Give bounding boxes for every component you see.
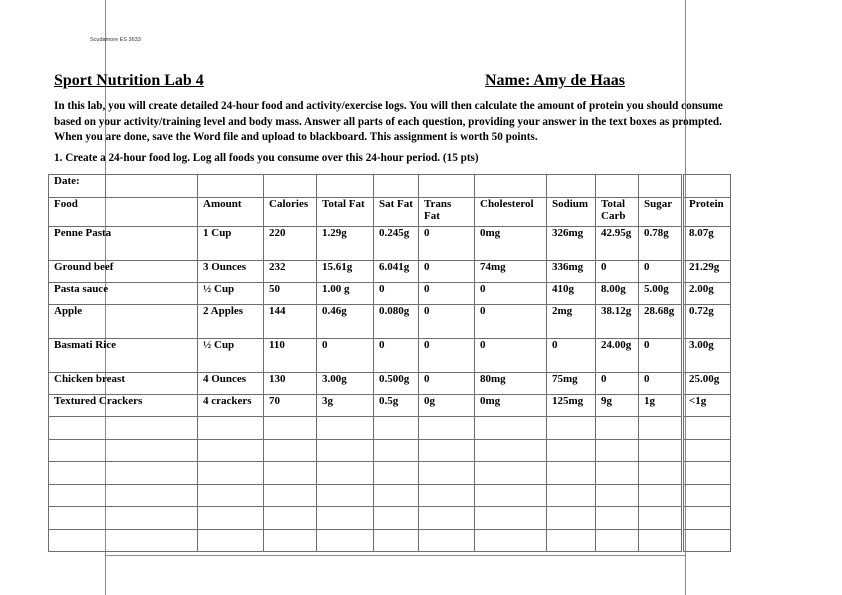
empty-cell-food[interactable]	[49, 462, 198, 485]
cell-amount: ½ Cup	[198, 283, 264, 305]
empty-cell-amount[interactable]	[198, 417, 264, 440]
date-label: Date:	[49, 175, 106, 198]
cell-sugar: 1g	[639, 395, 683, 417]
cell-amount: 1 Cup	[198, 227, 264, 261]
cell-sodium: 125mg	[547, 395, 596, 417]
header-cholesterol: Cholesterol	[475, 198, 547, 227]
empty-cell-total-carb[interactable]	[596, 439, 639, 462]
cell-sugar: 0	[639, 339, 683, 373]
cell-total-carb: 9g	[596, 395, 639, 417]
table-row	[49, 261, 731, 283]
cell-sat-fat: 6.041g	[374, 261, 419, 283]
cell-sugar: 0	[639, 261, 683, 283]
cell-cholesterol: 0	[475, 339, 547, 373]
empty-cell-food[interactable]	[49, 507, 198, 530]
cell-total-fat: 15.61g	[317, 261, 374, 283]
empty-cell-cholesterol[interactable]	[475, 529, 547, 552]
cell-total-carb: 0	[596, 373, 639, 395]
empty-cell-sodium[interactable]	[547, 439, 596, 462]
empty-cell-total-fat[interactable]	[317, 529, 374, 552]
empty-cell-sat-fat[interactable]	[374, 417, 419, 440]
empty-cell-total-fat[interactable]	[317, 484, 374, 507]
cell-sodium: 2mg	[547, 305, 596, 339]
date-cell[interactable]	[475, 175, 547, 198]
empty-cell-amount[interactable]	[198, 507, 264, 530]
cell-amount: 2 Apples	[198, 305, 264, 339]
cell-sat-fat: 0	[374, 339, 419, 373]
header-calories: Calories	[264, 198, 317, 227]
empty-cell-total-fat[interactable]	[317, 507, 374, 530]
empty-cell-protein[interactable]	[683, 529, 731, 552]
empty-cell-food[interactable]	[49, 484, 198, 507]
cell-sodium: 336mg	[547, 261, 596, 283]
empty-cell-total-fat[interactable]	[317, 462, 374, 485]
empty-cell-cholesterol[interactable]	[475, 417, 547, 440]
cell-trans-fat: 0g	[419, 395, 475, 417]
intro-paragraph: In this lab, you will create detailed 24-hour food and activity/exercise logs. You will then calculate the amount of protein you should consume based on your activity/training level and body mass. Answer all parts of each question, providing your answer in the text boxes as prompted. When you are done, save the Word file and upload to blackboard. This assignment is worth 50 points.	[54, 100, 723, 143]
cell-cholesterol: 80mg	[475, 373, 547, 395]
date-cell[interactable]	[198, 175, 264, 198]
cell-total-fat: 1.00 g	[317, 283, 374, 305]
empty-cell-protein[interactable]	[683, 462, 731, 485]
page-title: Sport Nutrition Lab 4	[54, 72, 204, 89]
table-row	[49, 227, 731, 261]
cell-cholesterol: 0	[475, 283, 547, 305]
empty-row	[49, 529, 731, 552]
empty-cell-sugar[interactable]	[639, 484, 683, 507]
cell-food: Apple	[49, 305, 198, 339]
cell-trans-fat: 0	[419, 283, 475, 305]
cell-food: Pasta sauce	[49, 283, 198, 305]
empty-cell-sodium[interactable]	[547, 484, 596, 507]
cell-food: Ground beef	[49, 261, 198, 283]
date-cell[interactable]	[547, 175, 596, 198]
cell-amount: 4 Ounces	[198, 373, 264, 395]
empty-cell-protein[interactable]	[683, 484, 731, 507]
header-row	[49, 198, 731, 227]
table-row	[49, 283, 731, 305]
cell-sodium: 75mg	[547, 373, 596, 395]
cell-sat-fat: 0	[374, 283, 419, 305]
cell-calories: 130	[264, 373, 317, 395]
header-protein: Protein	[683, 198, 731, 227]
cell-total-carb: 24.00g	[596, 339, 639, 373]
empty-cell-amount[interactable]	[198, 529, 264, 552]
header-total-fat: Total Fat	[317, 198, 374, 227]
empty-cell-amount[interactable]	[198, 439, 264, 462]
empty-cell-trans-fat[interactable]	[419, 439, 475, 462]
empty-cell-calories[interactable]	[264, 417, 317, 440]
header-trans-fat: Trans Fat	[419, 198, 475, 227]
date-cell[interactable]	[683, 175, 731, 198]
cell-calories: 50	[264, 283, 317, 305]
cell-trans-fat: 0	[419, 261, 475, 283]
empty-cell-total-carb[interactable]	[596, 529, 639, 552]
empty-row	[49, 417, 731, 440]
cell-sat-fat: 0.245g	[374, 227, 419, 261]
empty-cell-amount[interactable]	[198, 462, 264, 485]
cell-amount: 4 crackers	[198, 395, 264, 417]
empty-cell-cholesterol[interactable]	[475, 439, 547, 462]
empty-cell-sugar[interactable]	[639, 439, 683, 462]
empty-cell-trans-fat[interactable]	[419, 462, 475, 485]
empty-cell-food[interactable]	[49, 417, 198, 440]
cell-cholesterol: 0mg	[475, 395, 547, 417]
cell-protein: 8.07g	[683, 227, 731, 261]
empty-cell-cholesterol[interactable]	[475, 462, 547, 485]
cell-total-carb: 8.00g	[596, 283, 639, 305]
empty-cell-total-fat[interactable]	[317, 439, 374, 462]
cell-sat-fat: 0.500g	[374, 373, 419, 395]
empty-cell-sodium[interactable]	[547, 417, 596, 440]
cell-protein: 25.00g	[683, 373, 731, 395]
cell-food: Basmati Rice	[49, 339, 198, 373]
empty-cell-sugar[interactable]	[639, 417, 683, 440]
empty-cell-cholesterol[interactable]	[475, 507, 547, 530]
header-amount: Amount	[198, 198, 264, 227]
cell-cholesterol: 0mg	[475, 227, 547, 261]
table-row	[49, 339, 731, 373]
page-footer-guide	[105, 555, 685, 556]
cell-calories: 144	[264, 305, 317, 339]
empty-row	[49, 462, 731, 485]
date-cell[interactable]	[639, 175, 683, 198]
cell-total-carb: 42.95g	[596, 227, 639, 261]
cell-sodium: 410g	[547, 283, 596, 305]
cell-total-carb: 0	[596, 261, 639, 283]
empty-cell-calories[interactable]	[264, 484, 317, 507]
cell-calories: 220	[264, 227, 317, 261]
empty-cell-sugar[interactable]	[639, 462, 683, 485]
cell-amount: ½ Cup	[198, 339, 264, 373]
empty-cell-amount[interactable]	[198, 484, 264, 507]
cell-sugar: 5.00g	[639, 283, 683, 305]
empty-cell-sat-fat[interactable]	[374, 484, 419, 507]
empty-cell-trans-fat[interactable]	[419, 507, 475, 530]
empty-cell-calories[interactable]	[264, 507, 317, 530]
cell-protein: 21.29g	[683, 261, 731, 283]
table-row	[49, 373, 731, 395]
header-food: Food	[49, 198, 198, 227]
cell-sat-fat: 0.5g	[374, 395, 419, 417]
empty-row	[49, 484, 731, 507]
empty-cell-trans-fat[interactable]	[419, 529, 475, 552]
cell-calories: 70	[264, 395, 317, 417]
empty-row	[49, 439, 731, 462]
header-sugar: Sugar	[639, 198, 683, 227]
date-cell[interactable]	[264, 175, 317, 198]
cell-total-fat: 3g	[317, 395, 374, 417]
cell-total-carb: 38.12g	[596, 305, 639, 339]
cell-cholesterol: 74mg	[475, 261, 547, 283]
cell-trans-fat: 0	[419, 305, 475, 339]
empty-cell-total-fat[interactable]	[317, 417, 374, 440]
empty-cell-sugar[interactable]	[639, 507, 683, 530]
cell-food: Chicken breast	[49, 373, 198, 395]
empty-cell-sugar[interactable]	[639, 529, 683, 552]
student-name: Name: Amy de Haas	[485, 72, 625, 89]
header-sodium: Sodium	[547, 198, 596, 227]
empty-cell-trans-fat[interactable]	[419, 417, 475, 440]
cell-amount: 3 Ounces	[198, 261, 264, 283]
table-row	[49, 395, 731, 417]
cell-sugar: 0	[639, 373, 683, 395]
cell-total-fat: 3.00g	[317, 373, 374, 395]
date-cell[interactable]	[419, 175, 475, 198]
cell-sodium: 326mg	[547, 227, 596, 261]
empty-cell-total-carb[interactable]	[596, 417, 639, 440]
empty-cell-total-carb[interactable]	[596, 484, 639, 507]
header-sat-fat: Sat Fat	[374, 198, 419, 227]
cell-total-fat: 1.29g	[317, 227, 374, 261]
empty-cell-protein[interactable]	[683, 507, 731, 530]
empty-cell-calories[interactable]	[264, 439, 317, 462]
course-code: Scudamore ES 3633	[90, 37, 141, 43]
cell-total-fat: 0.46g	[317, 305, 374, 339]
empty-cell-calories[interactable]	[264, 529, 317, 552]
cell-trans-fat: 0	[419, 227, 475, 261]
cell-sodium: 0	[547, 339, 596, 373]
empty-cell-food[interactable]	[49, 529, 198, 552]
table-row	[49, 305, 731, 339]
empty-cell-sat-fat[interactable]	[374, 507, 419, 530]
empty-cell-sat-fat[interactable]	[374, 462, 419, 485]
cell-protein: <1g	[683, 395, 731, 417]
date-value[interactable]	[106, 175, 198, 198]
empty-cell-total-carb[interactable]	[596, 507, 639, 530]
cell-protein: 0.72g	[683, 305, 731, 339]
cell-cholesterol: 0	[475, 305, 547, 339]
cell-total-fat: 0	[317, 339, 374, 373]
empty-cell-protein[interactable]	[683, 439, 731, 462]
empty-cell-protein[interactable]	[683, 417, 731, 440]
cell-food: Textured Crackers	[49, 395, 198, 417]
cell-calories: 232	[264, 261, 317, 283]
cell-sugar: 28.68g	[639, 305, 683, 339]
cell-protein: 2.00g	[683, 283, 731, 305]
empty-row	[49, 507, 731, 530]
empty-cell-total-carb[interactable]	[596, 462, 639, 485]
empty-cell-sodium[interactable]	[547, 529, 596, 552]
cell-trans-fat: 0	[419, 339, 475, 373]
cell-calories: 110	[264, 339, 317, 373]
empty-cell-cholesterol[interactable]	[475, 484, 547, 507]
empty-cell-trans-fat[interactable]	[419, 484, 475, 507]
date-row	[49, 175, 731, 198]
empty-cell-sodium[interactable]	[547, 507, 596, 530]
empty-cell-food[interactable]	[49, 439, 198, 462]
cell-sugar: 0.78g	[639, 227, 683, 261]
cell-sat-fat: 0.080g	[374, 305, 419, 339]
cell-food: Penne Pasta	[49, 227, 198, 261]
empty-cell-sat-fat[interactable]	[374, 529, 419, 552]
date-cell[interactable]	[374, 175, 419, 198]
date-cell[interactable]	[317, 175, 374, 198]
empty-cell-sodium[interactable]	[547, 462, 596, 485]
empty-cell-sat-fat[interactable]	[374, 439, 419, 462]
date-cell[interactable]	[596, 175, 639, 198]
header-total-carb: Total Carb	[596, 198, 639, 227]
empty-cell-calories[interactable]	[264, 462, 317, 485]
food-log-table	[48, 174, 731, 552]
cell-trans-fat: 0	[419, 373, 475, 395]
cell-protein: 3.00g	[683, 339, 731, 373]
question-1: 1. Create a 24-hour food log. Log all foods you consume over this 24-hour period. (15 pts)	[54, 152, 479, 164]
